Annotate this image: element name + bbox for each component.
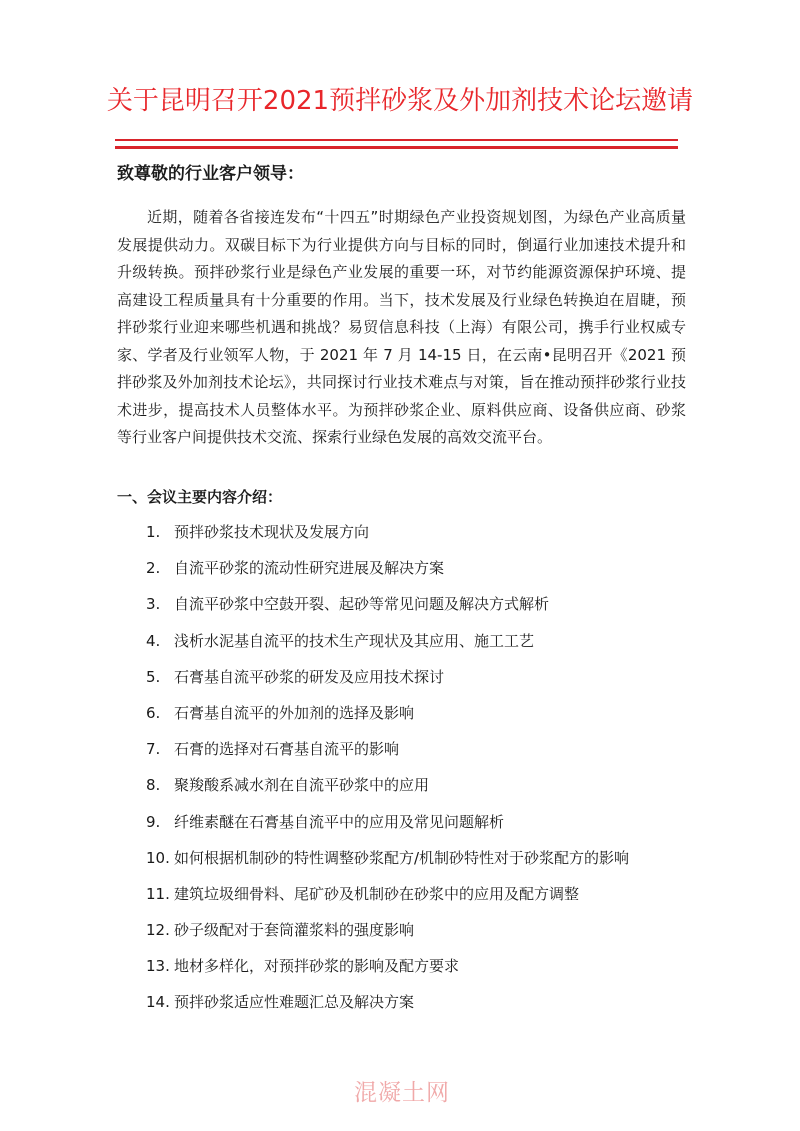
list-item-text: 地材多样化，对预拌砂浆的影响及配方要求	[174, 957, 460, 976]
list-item	[146, 844, 706, 880]
watermark: 混凝土网	[354, 1080, 450, 1106]
list-item-number: 11.	[146, 884, 170, 903]
list-item	[146, 590, 706, 626]
list-item-text: 预拌砂浆适应性难题汇总及解决方案	[174, 993, 415, 1012]
list-item-text: 自流平砂浆的流动性研究进展及解决方案	[174, 559, 445, 578]
list-item	[146, 518, 706, 554]
list-item-text: 浅析水泥基自流平的技术生产现状及其应用、施工工艺	[174, 631, 535, 650]
list-item	[146, 808, 706, 844]
list-item-number: 3.	[146, 595, 161, 614]
list-item	[146, 952, 706, 988]
list-item-text: 如何根据机制砂的特性调整砂浆配方/机制砂特性对于砂浆配方的影响	[174, 848, 630, 867]
document-title: 关于昆明召开2021预拌砂浆及外加剂技术论坛邀请	[106, 86, 694, 116]
title-divider-thin	[115, 139, 678, 141]
body-paragraph: 近期，随着各省接连发布“十四五”时期绿色产业投资规划图，为绿色产业高质量发展提供动力。双碳目标下为行业提供方向与目标的同时，倒逼行业加速技术提升和升级转换。预拌砂浆行业是绿色产业发展的重要一环，对节约能源资源保护环境、提高建设工程质量具有十分重要的作用。当下，技术发展及行业绿色转换迫在眉睫，预拌砂浆行业迎来哪些机遇和挑战？易贸信息科技（上海）有限公司，携手行业权威专家、学者及行业领军人物，于 2021 年 7 月 14-15 日，在云南•昆明召开《2021 预拌砂浆及外加剂技术论坛》，共同探讨行业技术难点与对策，旨在推动预拌砂浆行业技术进步，提高技术人员整体水平。为预拌砂浆企业、原料供应商、设备供应商、砂浆等行业客户间提供技术交流、探索行业绿色发展的高效交流平台。	[117, 208, 686, 446]
list-item-text: 砂子级配对于套筒灌浆料的强度影响	[174, 921, 415, 940]
list-item-text: 预拌砂浆技术现状及发展方向	[174, 523, 370, 541]
list-item-number: 6.	[146, 703, 161, 722]
list-item-number: 5.	[146, 667, 161, 686]
list-item-number: 1.	[146, 523, 161, 541]
list-item	[146, 663, 706, 699]
list-item	[146, 735, 706, 771]
list-item	[146, 880, 706, 916]
list-item-number: 10.	[146, 848, 170, 867]
list-item-text: 石膏基自流平砂浆的研发及应用技术探讨	[174, 667, 445, 686]
list-item-number: 8.	[146, 776, 161, 795]
list-item-text: 石膏的选择对石膏基自流平的影响	[174, 740, 400, 759]
list-item	[146, 699, 706, 735]
list-item-text: 纤维素醚在石膏基自流平中的应用及常见问题解析	[174, 812, 505, 831]
list-item-text: 自流平砂浆中空鼓开裂、起砂等常见问题及解决方式解析	[174, 595, 550, 614]
list-item	[146, 627, 706, 663]
list-item-text: 石膏基自流平的外加剂的选择及影响	[174, 703, 415, 722]
list-item-number: 12.	[146, 921, 170, 940]
list-item-text: 聚羧酸系减水剂在自流平砂浆中的应用	[174, 776, 430, 795]
list-item-number: 2.	[146, 559, 161, 578]
greeting: 致尊敬的行业客户领导：	[117, 164, 304, 184]
list-item	[146, 916, 706, 952]
list-item	[146, 554, 706, 590]
list-item-number: 14.	[146, 993, 170, 1012]
list-item-number: 9.	[146, 812, 161, 831]
list-item-text: 建筑垃圾细骨料、尾矿砂及机制砂在砂浆中的应用及配方调整	[174, 884, 580, 903]
agenda-list	[146, 518, 706, 1025]
section-heading: 一、会议主要内容介绍：	[117, 488, 283, 506]
list-item	[146, 771, 706, 807]
title-divider-thick	[115, 146, 678, 149]
list-item-number: 4.	[146, 631, 161, 650]
list-item	[146, 988, 706, 1024]
list-item-number: 7.	[146, 740, 161, 759]
list-item-number: 13.	[146, 957, 170, 976]
